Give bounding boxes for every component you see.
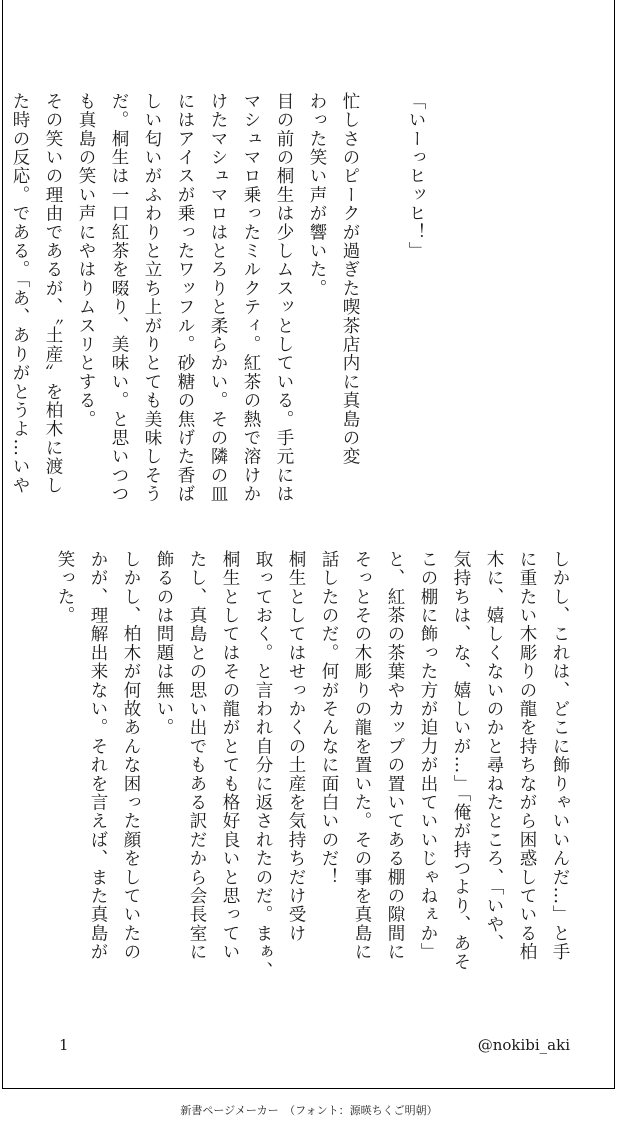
text-line: その笑いの理由であるが、〝土産〟を柏木に渡し bbox=[43, 92, 63, 495]
text-line: たし、真島との思い出でもある訳だから会長室に bbox=[187, 550, 207, 962]
text-line: しい匂いがふわりと立ち上がりとても美味しそう bbox=[142, 92, 162, 504]
text-line: 飾るのは問題は無い。 bbox=[154, 550, 174, 737]
text-line: た時の反応。である。「あ、ありがとうよ…いや bbox=[10, 92, 30, 495]
text-line: にはアイスが乗ったワッフル。砂糖の焦げた香ば bbox=[175, 92, 195, 504]
text-line: けたマシュマロはとろりと柔らかい。その隣の皿 bbox=[208, 92, 228, 504]
text-line: 笑った。 bbox=[55, 550, 75, 625]
text-line: マシュマロ乗ったミルクティ。紅茶の熱で溶けか bbox=[241, 92, 261, 504]
text-line: 忙しさのピークが過ぎた喫茶店内に真島の変 bbox=[340, 92, 360, 466]
text-line: 話したのだ。何がそんなに面白いのだ！ bbox=[319, 550, 339, 887]
footer-credit: 新書ページメーカー （フォント：源暎ちくご明朝） bbox=[180, 1104, 438, 1117]
text-line: と、紅茶の茶葉やカップの置いてある棚の隙間に bbox=[385, 550, 405, 962]
text-line: 気持ちは、な、嬉しいが…」「俺が持つより、あそ bbox=[451, 550, 471, 972]
author-handle: @nokibi_aki bbox=[477, 1036, 570, 1054]
upper-text-block bbox=[3, 92, 432, 532]
text-line: 桐生としてはその龍がとても格好良いと思ってい bbox=[220, 550, 240, 962]
text-line: 取っておく。と言われ自分に返されたのだ。まぁ、 bbox=[253, 550, 273, 981]
text-line: わった笑い声が響いた。 bbox=[307, 92, 327, 298]
text-line: 桐生としてはせっかくの土産を気持ちだけ受け bbox=[286, 550, 306, 943]
text-line: そっとその木彫りの龍を置いた。その事を真島に bbox=[352, 550, 372, 962]
text-line: も真島の笑い声にやはりムスリとする。 bbox=[76, 92, 96, 429]
book-page bbox=[2, 0, 615, 1089]
page-number: 1 bbox=[59, 1036, 69, 1054]
text-line: この棚に飾った方が迫力が出ていいじゃねぇか」 bbox=[418, 550, 438, 962]
text-line: 目の前の桐生は少しムスッとしている。手元には bbox=[274, 92, 294, 504]
text-line: しかし、これは、どこに飾りゃいいんだ…」と手 bbox=[550, 550, 570, 962]
text-line: しかし、柏木が何故あんな困った顔をしていたの bbox=[121, 550, 141, 962]
lower-text-block bbox=[48, 550, 576, 1010]
blank-line bbox=[366, 92, 399, 532]
text-line: 木に、嬉しくないのかと尋ねたところ、「いや、 bbox=[484, 550, 504, 953]
text-line: だ。桐生は一口紅茶を啜り、美味い。と思いつつ bbox=[109, 92, 129, 504]
text-line: に重たい木彫りの龍を持ちながら困惑している柏 bbox=[517, 550, 537, 962]
text-line: 「いーっヒッヒ！」 bbox=[406, 92, 426, 261]
text-line: かが、理解出来ない。それを言えば、また真島が bbox=[88, 550, 108, 962]
